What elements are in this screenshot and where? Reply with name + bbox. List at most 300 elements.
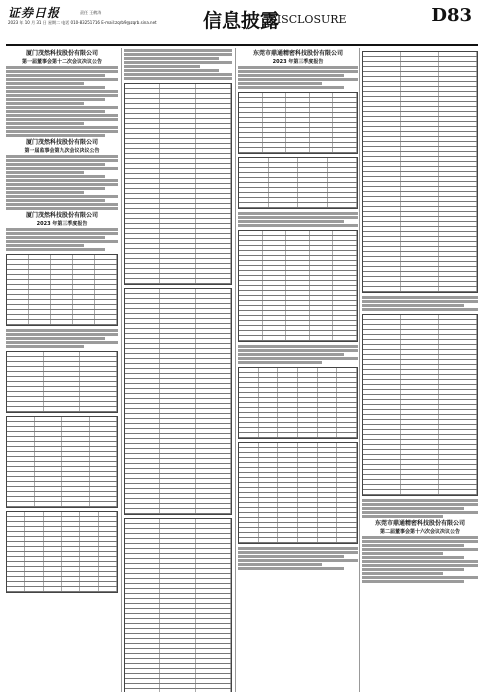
table-cell [439,77,477,81]
table-cell [125,454,160,458]
table-cell [239,296,263,300]
table-cell [363,237,401,241]
text-line [6,126,118,129]
table-cell [125,139,160,143]
table-cell [160,219,195,223]
table-cell [401,360,439,364]
table-cell [439,52,477,56]
table-cell [90,422,118,426]
table-cell [363,435,401,439]
table-cell [333,326,357,330]
table-cell [160,384,195,388]
table-cell [278,468,298,472]
table-cell [363,420,401,424]
text-line [124,49,232,52]
table-cell [239,518,259,522]
table-cell [337,478,357,482]
table-cell [263,118,287,122]
table-cell [239,256,263,260]
table-cell [44,562,62,566]
table-cell [439,400,477,404]
table-cell [196,349,231,353]
table-cell [125,659,160,663]
table-cell [363,202,401,206]
table-cell [439,207,477,211]
table-cell [196,449,231,453]
table-cell [62,492,90,496]
table-cell [239,428,259,432]
table-cell [196,139,231,143]
table-cell [239,423,259,427]
table-cell [125,609,160,613]
table-cell [259,433,279,437]
text-line [238,224,358,227]
table-cell [80,567,98,571]
table-cell [196,559,231,563]
table-cell [160,509,195,513]
text-line [6,175,105,178]
table-cell [44,397,81,401]
table-cell [298,508,318,512]
table-cell [401,162,439,166]
table-cell [298,468,318,472]
table-cell [7,587,25,591]
financial-table [6,511,118,593]
table-cell [363,172,401,176]
table-cell [125,679,160,683]
table-cell [298,413,318,417]
table-cell [90,457,118,461]
table-cell [196,579,231,583]
table-cell [125,184,160,188]
table-cell [239,241,263,245]
table-cell [333,108,357,112]
table-cell [35,437,63,441]
table-cell [196,624,231,628]
table-cell [278,423,298,427]
table-cell [401,257,439,261]
table-cell [196,644,231,648]
table-cell [7,432,35,436]
table-cell [196,89,231,93]
table-cell [310,231,334,235]
table-cell [62,552,80,556]
table-cell [337,493,357,497]
table-cell [298,368,318,372]
table-cell [7,300,29,304]
table-cell [310,326,334,330]
table-cell [44,517,62,521]
table-cell [62,467,90,471]
table-cell [239,523,259,527]
table-cell [80,522,98,526]
table-cell [298,163,328,167]
table-cell [73,290,95,294]
table-cell [401,202,439,206]
table-cell [196,94,231,98]
text-line [362,304,464,307]
table-cell [125,189,160,193]
table-cell [439,152,477,156]
table-cell [286,336,310,340]
table-cell [363,62,401,66]
table-cell [51,290,73,294]
table-cell [310,93,334,97]
table-cell [7,275,29,279]
table-cell [439,335,477,339]
table-cell [401,212,439,216]
report-subtitle: 2023 年第三季度报告 [36,221,88,227]
table-cell [7,447,35,451]
table-cell [196,204,231,208]
table-cell [160,669,195,673]
table-cell [439,470,477,474]
table-cell [269,173,299,177]
table-cell [286,118,310,122]
table-cell [401,77,439,81]
table-cell [259,453,279,457]
table-cell [160,394,195,398]
table-cell [196,669,231,673]
table-cell [439,480,477,484]
table-cell [62,572,80,576]
table-cell [310,256,334,260]
table-cell [239,393,259,397]
table-cell [160,179,195,183]
table-cell [337,528,357,532]
table-cell [401,370,439,374]
table-cell [263,296,287,300]
table-cell [286,113,310,117]
table-cell [278,418,298,422]
table-cell [363,157,401,161]
table-cell [7,305,29,309]
financial-table [6,351,118,413]
table-cell [439,172,477,176]
text-line [362,540,478,543]
table-cell [333,246,357,250]
table-cell [263,133,287,137]
table-cell [196,114,231,118]
table-cell [44,367,81,371]
table-cell [337,533,357,537]
table-cell [439,405,477,409]
table-cell [263,103,287,107]
table-cell [278,483,298,487]
table-cell [310,133,334,137]
table-cell [160,299,195,303]
table-cell [439,410,477,414]
table-cell [401,117,439,121]
table-cell [7,467,35,471]
table-cell [196,254,231,258]
table-cell [7,315,29,319]
table-cell [73,275,95,279]
table-cell [401,450,439,454]
table-cell [196,459,231,463]
table-cell [44,547,62,551]
table-cell [80,552,98,556]
table-cell [318,463,338,467]
table-cell [196,299,231,303]
table-cell [298,173,328,177]
table-cell [125,169,160,173]
table-cell [239,123,263,127]
table-cell [62,582,80,586]
financial-table [238,442,358,544]
report-title: 厦门茂然科技股份有限公司 [25,212,98,219]
table-cell [160,554,195,558]
text-line [238,216,358,219]
table-cell [7,310,29,314]
table-cell [298,418,318,422]
table-cell [80,517,98,521]
table-cell [278,463,298,467]
table-cell [125,94,160,98]
table-cell [80,537,98,541]
table-cell [90,487,118,491]
table-cell [160,429,195,433]
table-row [239,433,357,438]
table-cell [196,334,231,338]
table-cell [95,300,117,304]
table-cell [439,132,477,136]
table-cell [239,148,263,152]
table-cell [25,542,43,546]
table-cell [160,404,195,408]
table-cell [196,569,231,573]
table-cell [25,527,43,531]
table-cell [239,236,263,240]
table-cell [25,537,43,541]
table-cell [259,533,279,537]
table-cell [401,345,439,349]
table-cell [286,246,310,250]
table-cell [363,232,401,236]
table-cell [401,132,439,136]
table-cell [196,384,231,388]
table-cell [286,271,310,275]
table-cell [298,453,318,457]
table-cell [160,519,195,523]
table-cell [196,324,231,328]
table-cell [239,316,263,320]
table-cell [298,443,318,447]
table-cell [125,364,160,368]
table-cell [125,179,160,183]
table-cell [278,518,298,522]
table-cell [310,271,334,275]
table-cell [259,443,279,447]
table-cell [401,445,439,449]
table-cell [439,237,477,241]
table-cell [95,295,117,299]
text-line [238,78,358,81]
table-cell [239,113,263,117]
table-cell [337,488,357,492]
table-cell [125,244,160,248]
table-cell [7,280,29,284]
table-cell [125,194,160,198]
table-cell [401,217,439,221]
table-cell [363,350,401,354]
table-cell [160,354,195,358]
table-cell [160,374,195,378]
table-cell [333,336,357,340]
table-cell [196,504,231,508]
table-cell [439,102,477,106]
table-cell [298,478,318,482]
table-cell [333,113,357,117]
table-cell [286,236,310,240]
table-cell [259,473,279,477]
table-cell [263,261,287,265]
table-cell [160,184,195,188]
table-cell [401,350,439,354]
table-cell [278,493,298,497]
table-cell [196,509,231,513]
table-cell [363,137,401,141]
table-cell [263,251,287,255]
table-cell [90,492,118,496]
table-cell [196,274,231,278]
text-line [238,220,344,223]
table-cell [298,393,318,397]
table-cell [196,339,231,343]
table-cell [239,538,259,542]
table-cell [160,439,195,443]
table-cell [298,463,318,467]
notice-body [362,536,478,583]
table-cell [263,123,287,127]
table-cell [328,173,358,177]
table-cell [99,547,117,551]
table-cell [439,167,477,171]
table-cell [318,473,338,477]
table-cell [259,498,279,502]
table-cell [401,237,439,241]
table-cell [196,564,231,568]
table-cell [401,122,439,126]
table-cell [239,178,269,182]
table-cell [318,503,338,507]
table-cell [269,183,299,187]
table-cell [318,368,338,372]
table-cell [278,453,298,457]
table-cell [196,179,231,183]
table-cell [196,169,231,173]
table-cell [318,448,338,452]
table-cell [439,485,477,489]
table-cell [259,408,279,412]
table-cell [333,231,357,235]
table-cell [62,577,80,581]
table-cell [196,654,231,658]
table-cell [439,315,477,319]
table-cell [333,311,357,315]
table-cell [196,404,231,408]
table-cell [196,434,231,438]
table-cell [125,259,160,263]
table-cell [363,330,401,334]
table-cell [337,403,357,407]
table-cell [298,178,328,182]
text-line [6,114,118,117]
page-number: D83 [431,5,472,26]
table-cell [160,104,195,108]
table-cell [363,152,401,156]
table-cell [95,280,117,284]
table-cell [62,462,90,466]
table-cell [298,488,318,492]
table-cell [239,198,269,202]
table-cell [125,619,160,623]
table-cell [363,72,401,76]
table-cell [125,319,160,323]
table-cell [125,199,160,203]
table-cell [239,276,263,280]
table-cell [95,255,117,259]
table-cell [363,415,401,419]
table-cell [401,112,439,116]
table-cell [62,417,90,421]
table-cell [333,306,357,310]
table-cell [196,479,231,483]
table-cell [363,282,401,286]
table-cell [44,582,62,586]
notice-subtitle: 第一届监事会第九次会议决议公告 [24,148,100,154]
table-cell [196,119,231,123]
table-cell [318,538,338,542]
table-cell [439,187,477,191]
table-cell [62,512,80,516]
table-cell [363,197,401,201]
table-row [7,587,117,592]
table-cell [62,532,80,536]
table-cell [239,498,259,502]
table-cell [90,427,118,431]
table-cell [239,443,259,447]
table-cell [29,315,51,319]
table-cell [80,542,98,546]
table-cell [363,167,401,171]
table-cell [286,138,310,142]
table-cell [298,448,318,452]
table-cell [62,502,90,506]
table-cell [337,508,357,512]
table-cell [259,518,279,522]
table-cell [259,423,279,427]
table-cell [239,183,269,187]
table-cell [239,168,269,172]
table-cell [160,399,195,403]
table-cell [125,524,160,528]
table-cell [160,484,195,488]
table-cell [196,134,231,138]
notice-body [6,155,118,210]
table-cell [99,542,117,546]
table-cell [318,528,338,532]
table-cell [363,177,401,181]
table-cell [401,267,439,271]
table-cell [259,488,279,492]
table-cell [259,513,279,517]
text-line [6,102,84,105]
table-cell [196,129,231,133]
table-cell [239,493,259,497]
table-cell [259,468,279,472]
table-cell [125,379,160,383]
